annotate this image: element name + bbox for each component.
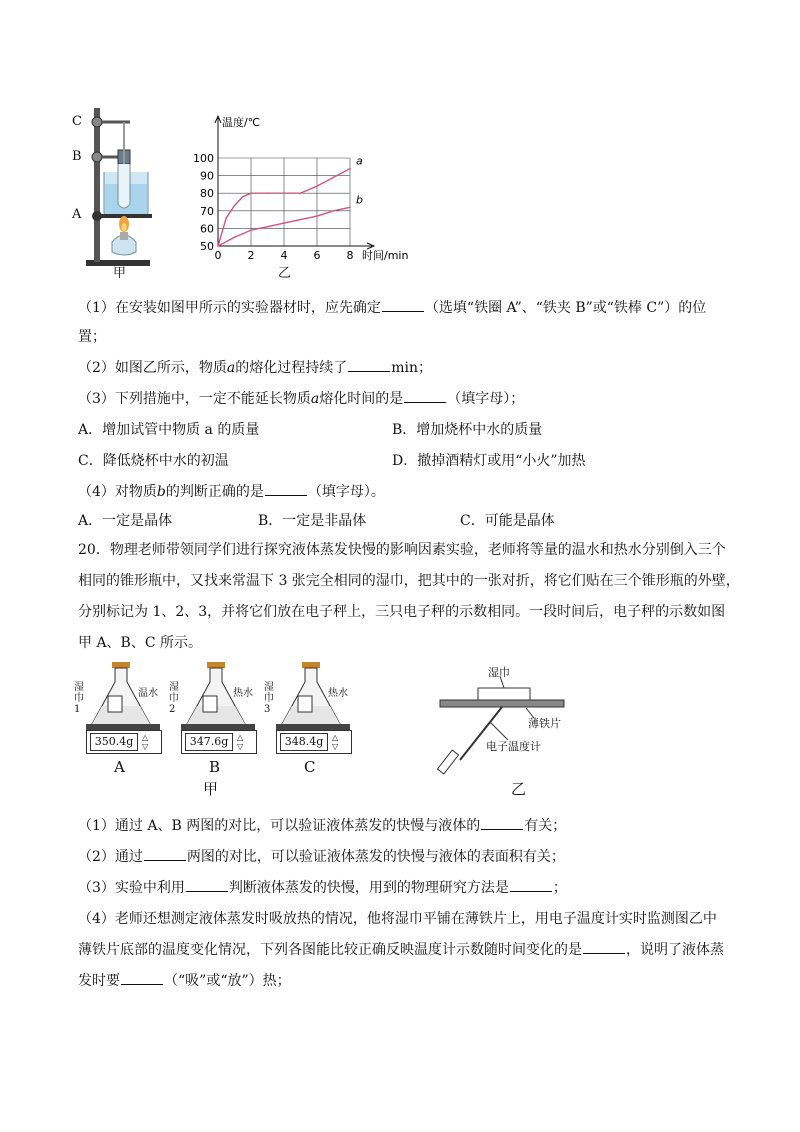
q20-part3-end: ； [552,880,567,896]
q19-part2 [78,359,432,377]
scale-letter: A [114,758,125,776]
q19-part1-options: （选填“铁圈 A”、“铁夹 B”或“铁棒 C”）的位 [424,300,707,316]
q20-intro-line4: 甲 A、B、C 所示。 [78,635,203,651]
q19-part1-cont: 置； [78,329,106,345]
data-point-a [250,192,252,194]
answer-blank[interactable] [382,299,424,312]
x-tick-label: 4 [280,249,288,262]
fig-yi-caption: 乙 [511,780,527,798]
series-label-a: a [356,154,363,168]
x-tick-label: 0 [214,249,222,262]
variable-a: a [226,360,236,376]
q19-part2-text2: 的熔化过程持续了 [235,360,348,376]
q19-option-b: B．增加烧杯中水的质量 [392,422,543,438]
q20-part4-line1: （4）老师还想测定液体蒸发时吸放热的情况，他将湿巾平铺在薄铁片上，用电子温度计实时监测图乙中 [78,911,717,927]
q19-part4-text2: 的判断正确的是 [165,484,264,500]
data-point-a [242,196,244,198]
q20-part3-text: （3）实验中利用 [78,880,185,896]
scale-display [181,730,257,754]
data-point-a [234,205,236,207]
up-down-arrows-icon[interactable]: △ ▽ [332,733,339,751]
q19-4-option-b: B．一定是非晶体 [258,513,367,529]
q19-option-d: D．撤掉酒精灯或用“小火”加热 [392,453,586,469]
q20-part3 [78,879,567,897]
water-label: 热水 [233,688,253,699]
q20-part4-text2: ，说明了液体蒸 [626,942,724,958]
x-tick-label: 6 [313,249,321,262]
scale-display [276,730,352,754]
q20-part4-text: 薄铁片底部的温度变化情况，下列各图能比较正确反映温度计示数随时间变化的是 [78,942,582,958]
fig-yi-plate-label: 薄铁片 [528,717,561,730]
y-tick-label: 60 [200,222,214,236]
scales-caption: 甲 [203,780,219,798]
q19-part4-hint: （填字母）。 [307,484,385,500]
scale-display [86,730,162,754]
data-point-b [267,226,269,228]
y-tick-label: 50 [200,240,214,253]
towel-label: 湿巾 1 [74,682,84,715]
data-point-b [300,219,302,221]
scale-reading: 348.4g [280,733,328,751]
q19-part4 [78,483,385,501]
up-down-arrows-icon[interactable]: △ ▽ [142,733,149,751]
q20-intro-line3: 分别标记为 1、2、3，并将它们放在电子秤上，三只电子秤的示数相同。一段时间后，电子秤的示数如图 [78,604,726,620]
scale-reading: 347.6g [185,733,233,751]
up-down-arrows-icon[interactable]: △ ▽ [237,733,244,751]
series-label-b: b [356,193,363,207]
scale-group-c [264,662,363,782]
y-tick-label: 70 [200,204,214,218]
answer-blank[interactable] [265,483,307,496]
q20-part2-end: 两图的对比，可以验证液体蒸发的快慢与液体的表面积有关； [186,849,565,865]
answer-blank[interactable] [404,390,446,403]
q20-part3-text2: 判断液体蒸发的快慢，用到的物理研究方法是 [228,880,509,896]
q20-part4-end: （“吸”或“放”）热； [164,973,291,989]
variable-a: a [310,391,320,407]
q19-part3 [78,390,524,408]
flask-on-scale-icon [173,662,263,737]
q19-part2-unit: min； [391,360,433,376]
water-label: 温水 [138,688,158,699]
towel-label: 湿巾 3 [264,682,274,715]
q20-part1-text: （1）通过 A、B 两图的对比，可以验证液体蒸发的快慢与液体的 [78,818,481,834]
data-point-b [250,229,252,231]
q19-part2-text: （2）如图乙所示，物质 [78,360,227,376]
apparatus-label-b: B [72,149,82,164]
towel-label: 湿巾 2 [169,682,179,715]
data-point-a [316,185,318,187]
q20-part4-line2 [78,941,724,959]
q19-4-option-c: C．可能是晶体 [460,513,555,529]
data-point-b [349,206,351,208]
y-tick-label: 90 [200,169,214,183]
q20-part2-text: （2）通过 [78,849,143,865]
answer-blank[interactable] [583,941,625,954]
q20-intro-line2: 相同的锥形瓶中，又找来常温下 3 张完全相同的湿巾，把其中的一张对折，将它们贴在三个锥形瓶的外壁， [78,573,740,589]
q20-part4-text3: 发时要 [78,973,120,989]
data-point-b [316,215,318,217]
scale-letter: B [209,758,221,776]
temperature-chart [190,112,420,272]
flask-on-scale-icon [78,662,168,737]
data-point-a [225,217,227,219]
q20-intro-line1: 20．物理老师带领同学们进行探究液体蒸发快慢的影响因素实验，老师将等量的温水和热水分别倒入三个 [78,542,726,558]
chart-caption: 乙 [278,266,292,281]
scale-group-a [74,662,173,782]
answer-blank[interactable] [186,879,228,892]
data-point-a [349,168,351,170]
y-tick-label: 100 [193,152,214,165]
apparatus-caption: 甲 [113,266,127,281]
data-point-b [217,245,219,247]
flask-on-scale-icon [268,662,358,737]
y-axis-label: 温度/℃ [222,116,261,129]
answer-blank[interactable] [121,972,163,985]
scale-group-b [169,662,268,782]
apparatus-label-c: C [72,114,82,129]
q20-part1-end: 有关； [524,818,567,834]
data-point-a [333,177,335,179]
y-tick-label: 80 [200,187,214,201]
scale-letter: C [304,758,316,776]
data-point-b [333,210,335,212]
answer-blank[interactable] [481,817,523,830]
q19-4-option-a: A．一定是晶体 [78,513,173,529]
apparatus-label-a: A [72,207,82,222]
fig-yi-towel-label: 湿巾 [488,666,510,679]
q19-part1-text: （1）在安装如图甲所示的实验器材时，应先确定 [78,300,381,316]
data-point-b [283,222,285,224]
q20-part1 [78,817,566,835]
q19-part3-hint: （填字母）； [447,391,525,407]
scale-reading: 350.4g [90,733,138,751]
answer-blank[interactable] [144,848,186,861]
data-point-a [267,192,269,194]
fig-yi-thermo-label: 电子温度计 [486,740,541,753]
q20-part2 [78,848,565,866]
data-point-b [234,236,236,238]
q19-part3-text: （3）下列措施中，一定不能延长物质 [78,391,311,407]
q19-part3-text2: 熔化时间的是 [319,391,404,407]
q19-option-c: C．降低烧杯中水的初温 [78,453,229,469]
q19-option-a: A．增加试管中物质 a 的质量 [78,422,260,438]
x-tick-label: 2 [247,249,255,262]
data-point-a [300,192,302,194]
x-axis-label: 时间/min [362,249,409,262]
q19-part4-text: （4）对物质 [78,484,157,500]
data-point-a [283,192,285,194]
answer-blank[interactable] [510,879,552,892]
water-label: 热水 [328,688,348,699]
q20-part4-line3 [78,972,291,990]
variable-b: b [156,484,166,500]
answer-blank[interactable] [348,359,390,372]
q19-part1 [78,299,706,317]
x-tick-label: 8 [346,249,354,262]
